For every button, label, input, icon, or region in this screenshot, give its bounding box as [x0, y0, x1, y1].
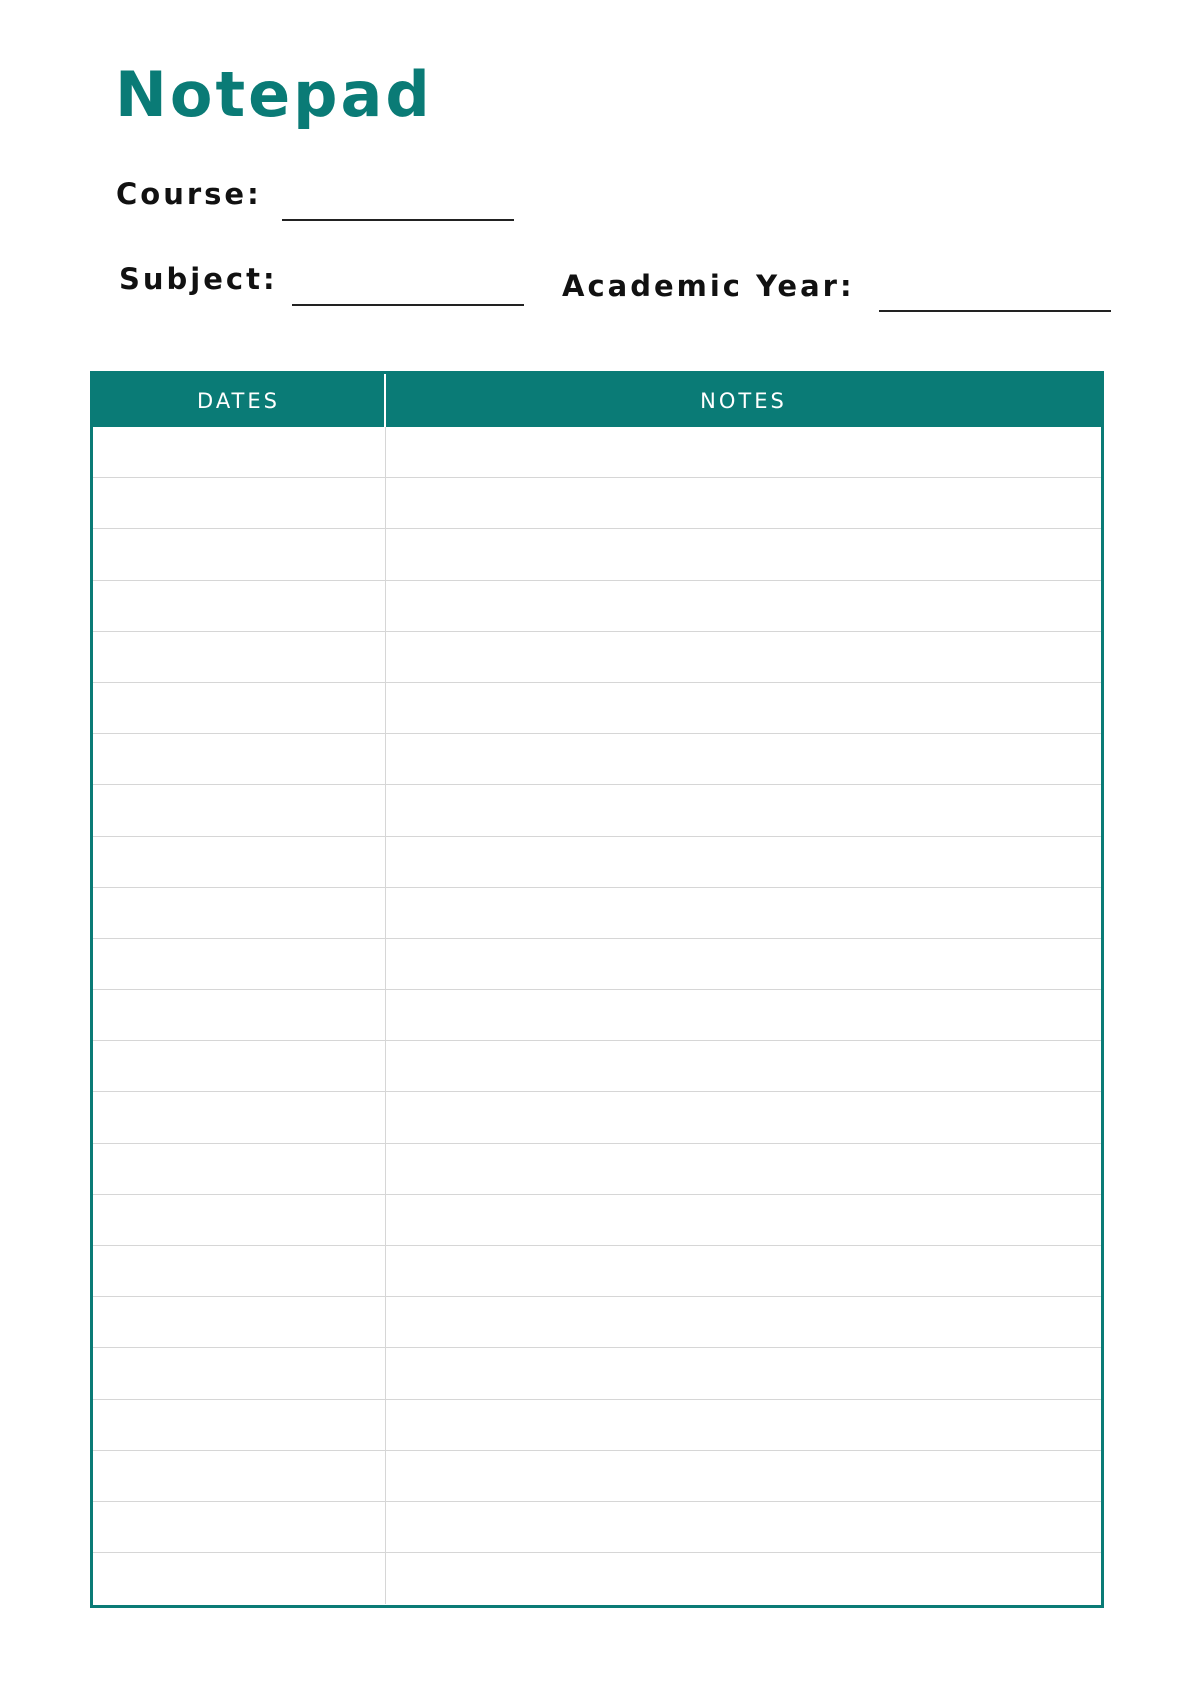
table-body — [93, 427, 1101, 1604]
date-cell[interactable] — [93, 1348, 386, 1398]
table-row — [93, 478, 1101, 529]
table-row — [93, 785, 1101, 836]
date-cell[interactable] — [93, 1041, 386, 1091]
table-row — [93, 1348, 1101, 1399]
table-row — [93, 1297, 1101, 1348]
subject-blank-line[interactable] — [292, 304, 524, 306]
table-row — [93, 632, 1101, 683]
note-cell[interactable] — [386, 1297, 1101, 1347]
note-cell[interactable] — [386, 427, 1101, 477]
note-cell[interactable] — [386, 785, 1101, 835]
table-row — [93, 1092, 1101, 1143]
date-cell[interactable] — [93, 427, 386, 477]
table-row — [93, 1553, 1101, 1604]
table-row — [93, 888, 1101, 939]
table-row — [93, 1144, 1101, 1195]
table-row — [93, 939, 1101, 990]
date-cell[interactable] — [93, 1195, 386, 1245]
table-header — [93, 374, 1101, 427]
date-cell[interactable] — [93, 1092, 386, 1142]
notes-table — [90, 371, 1104, 1608]
note-cell[interactable] — [386, 1348, 1101, 1398]
table-row — [93, 1041, 1101, 1092]
subject-label: Subject: — [119, 262, 278, 296]
page-title: Notepad — [115, 58, 433, 131]
note-cell[interactable] — [386, 1451, 1101, 1501]
note-cell[interactable] — [386, 581, 1101, 631]
date-cell[interactable] — [93, 529, 386, 579]
table-row — [93, 837, 1101, 888]
date-cell[interactable] — [93, 1246, 386, 1296]
date-cell[interactable] — [93, 939, 386, 989]
note-cell[interactable] — [386, 478, 1101, 528]
table-row — [93, 427, 1101, 478]
note-cell[interactable] — [386, 1144, 1101, 1194]
note-cell[interactable] — [386, 837, 1101, 887]
subject-field — [119, 262, 524, 296]
course-field — [116, 177, 514, 211]
note-cell[interactable] — [386, 888, 1101, 938]
date-cell[interactable] — [93, 683, 386, 733]
note-cell[interactable] — [386, 1195, 1101, 1245]
note-cell[interactable] — [386, 1553, 1101, 1604]
note-cell[interactable] — [386, 529, 1101, 579]
table-row — [93, 734, 1101, 785]
date-cell[interactable] — [93, 785, 386, 835]
table-row — [93, 1502, 1101, 1553]
academic-year-blank-line[interactable] — [879, 310, 1111, 312]
academic-year-field — [562, 269, 1111, 303]
note-cell[interactable] — [386, 1041, 1101, 1091]
note-cell[interactable] — [386, 990, 1101, 1040]
table-row — [93, 1400, 1101, 1451]
date-cell[interactable] — [93, 888, 386, 938]
date-cell[interactable] — [93, 1400, 386, 1450]
table-row — [93, 1195, 1101, 1246]
note-cell[interactable] — [386, 632, 1101, 682]
date-cell[interactable] — [93, 478, 386, 528]
note-cell[interactable] — [386, 683, 1101, 733]
note-cell[interactable] — [386, 1246, 1101, 1296]
date-cell[interactable] — [93, 1297, 386, 1347]
table-row — [93, 581, 1101, 632]
note-cell[interactable] — [386, 734, 1101, 784]
date-cell[interactable] — [93, 1144, 386, 1194]
table-row — [93, 529, 1101, 580]
academic-year-label: Academic Year: — [562, 269, 855, 303]
note-cell[interactable] — [386, 939, 1101, 989]
note-cell[interactable] — [386, 1502, 1101, 1552]
date-cell[interactable] — [93, 581, 386, 631]
table-row — [93, 990, 1101, 1041]
note-cell[interactable] — [386, 1400, 1101, 1450]
date-cell[interactable] — [93, 1502, 386, 1552]
course-blank-line[interactable] — [282, 219, 514, 221]
date-cell[interactable] — [93, 1553, 386, 1604]
table-row — [93, 1451, 1101, 1502]
table-row — [93, 683, 1101, 734]
date-cell[interactable] — [93, 990, 386, 1040]
date-cell[interactable] — [93, 632, 386, 682]
table-row — [93, 1246, 1101, 1297]
date-cell[interactable] — [93, 837, 386, 887]
column-header-notes: NOTES — [700, 388, 787, 413]
note-cell[interactable] — [386, 1092, 1101, 1142]
column-header-dates: DATES — [93, 374, 386, 427]
date-cell[interactable] — [93, 1451, 386, 1501]
date-cell[interactable] — [93, 734, 386, 784]
course-label: Course: — [116, 177, 262, 211]
